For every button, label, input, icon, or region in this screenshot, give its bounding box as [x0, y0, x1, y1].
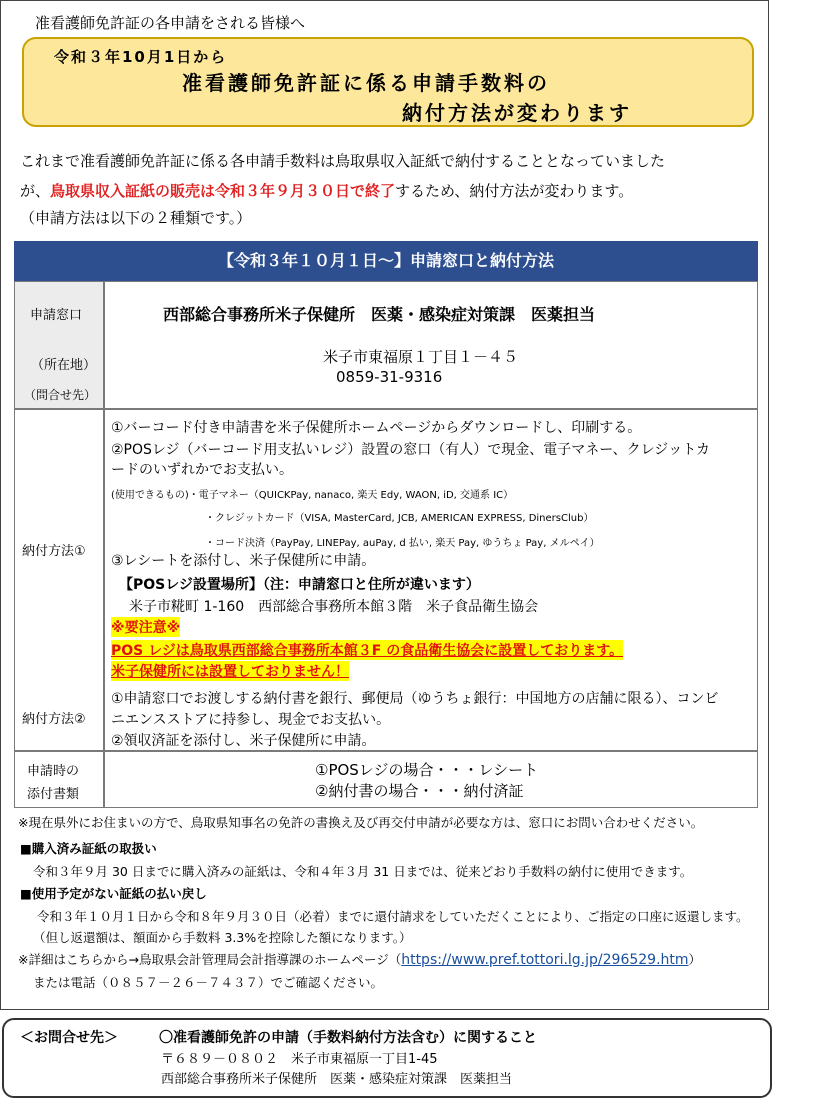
method1-label: 納付方法①	[22, 544, 86, 559]
office-address: 米子市東福原１丁目１－４５	[323, 348, 519, 366]
window-info-cell	[104, 281, 758, 409]
note-refund: 令和３年１０月１日から令和８年９月３０日（必着）までに還付請求をしていただくことにより、ご指定の口座に返還します。	[37, 909, 749, 924]
contact-box-dept: 西部総合事務所米子保健所 医薬・感染症対策課 医薬担当	[161, 1072, 513, 1087]
note-refund-fee: （但し返還額は、額面から手数料 3.3%を控除した額になります。）	[33, 930, 412, 945]
note-details	[18, 950, 701, 968]
method2-step2: ②領収済証を添付し、米子保健所に申請。	[111, 733, 376, 749]
sales-end-notice: 鳥取県収入証紙の販売は令和３年９月３０日で終了	[50, 182, 396, 200]
attach-payment-slip: ②納付書の場合・・・納付済証	[315, 782, 524, 800]
method2-step1: ①申請窓口でお渡しする納付書を銀行、郵便局（ゆうちょ銀行：中国地方の店舗に限る）、コンビ	[111, 691, 719, 707]
heading-refund: ■使用予定がない証紙の払い戻し	[20, 886, 207, 901]
window-label: 申請窓口	[30, 308, 83, 323]
attach-receipt: ①POSレジの場合・・・レシート	[315, 761, 539, 779]
caution-line2: 米子保健所には設置しておりません！	[111, 661, 349, 681]
payment-table	[14, 241, 758, 811]
banner-title-line2: 納付方法が変わります	[402, 101, 632, 125]
method1-step3: ③レシートを添付し、米子保健所に申請。	[111, 553, 376, 569]
announcement-banner	[22, 37, 754, 127]
contact-box-label: ＜お問合せ先＞	[20, 1030, 118, 1046]
location-label: （所在地）	[31, 358, 97, 373]
banner-title-line1: 准看護師免許証に係る申請手数料の	[182, 71, 550, 95]
contact-box-title: 〇准看護師免許の申請（手数料納付方法含む）に関すること	[159, 1030, 537, 1046]
usable-code: ・コード決済（PayPay, LINEPay, auPay, d 払い, 楽天 Pay, ゆうちょ Pay, メルペイ）	[205, 538, 600, 549]
usable-emoney: (使用できるもの)・電子マネー（QUICKPay, nanaco, 楽天 Edy, WAON, iD, 交通系 IC）	[111, 490, 514, 501]
method-label-cell	[14, 409, 104, 751]
note-phone: または電話（０８５７－２６－７４３７）でご確認ください。	[33, 975, 384, 990]
pos-place: 米子市糀町 1-160 西部総合事務所本館３階 米子食品衛生協会	[129, 599, 539, 615]
attach-label1: 申請時の	[27, 764, 80, 779]
heading-purchased-stamps: ■購入済み証紙の取扱い	[20, 841, 157, 856]
method2-label: 納付方法②	[22, 712, 86, 727]
attach-label2: 添付書類	[27, 787, 80, 802]
note-out-of-prefecture: ※現在県外にお住まいの方で、鳥取県知事名の免許の書換え及び再交付申請が必要な方は、窓口にお問い合わせください。	[18, 815, 704, 830]
contact-box	[2, 1018, 772, 1098]
office-phone: 0859-31-9316	[336, 368, 443, 386]
details-text: ）	[688, 952, 702, 967]
caution-heading: ※要注意※	[111, 617, 180, 637]
window-label-cell	[14, 281, 104, 409]
pos-place-title: 【POSレジ設置場所】（注：申請窓口と住所が違います）	[119, 577, 480, 593]
details-text: ※詳細はこちらから→鳥取県会計管理局会計指導課のホームページ（	[18, 952, 402, 967]
caution-line1: POS レジは鳥取県西部総合事務所本館３F の食品衛生協会に設置しております。	[111, 640, 623, 660]
usable-credit: ・クレジットカード（VISA, MasterCard, JCB, AMERICAN EXPRESS, DinersClub）	[205, 513, 594, 524]
attach-detail-cell	[104, 751, 758, 808]
contact-label: （問合せ先）	[24, 388, 97, 402]
paragraph-text: が、	[20, 182, 51, 200]
details-link[interactable]: https://www.pref.tottori.lg.jp/296529.htm	[401, 952, 689, 968]
contact-box-address: 〒６８９－０８０２ 米子市東福原一丁目1-45	[161, 1052, 438, 1067]
method1-step1: ①バーコード付き申請書を米子保健所ホームページからダウンロードし、印刷する。	[111, 420, 642, 436]
office-name: 西部総合事務所米子保健所 医薬・感染症対策課 医薬担当	[163, 305, 596, 324]
paragraph-line3: （申請方法は以下の２種類です。）	[20, 209, 252, 227]
attach-label-cell	[14, 751, 104, 808]
method-detail-cell	[104, 409, 758, 751]
intro-text: 准看護師免許証の各申請をされる皆様へ	[35, 14, 306, 32]
paragraph-text: するため、納付方法が変わります。	[395, 182, 634, 200]
method2-step1-cont: ニエンスストアに持参し、現金でお支払い。	[111, 712, 391, 728]
paragraph-line2	[20, 180, 633, 201]
table-header: 【令和３年１０月１日～】申請窓口と納付方法	[14, 241, 758, 281]
banner-date: 令和３年10月1日から	[54, 48, 228, 66]
method1-step2: ②POSレジ（バーコード用支払いレジ）設置の窓口（有人）で現金、電子マネー、クレジットカ	[111, 442, 710, 458]
note-purchased-stamps: 令和３年９月 30 日までに購入済みの証紙は、令和４年３月 31 日までは、従来どおり手数料の納付に使用できます。	[33, 864, 693, 879]
method1-step2-cont: ードのいずれかでお支払い。	[111, 462, 293, 478]
paragraph-line1: これまで准看護師免許証に係る各申請手数料は鳥取県収入証紙で納付することとなっていました	[20, 152, 666, 170]
